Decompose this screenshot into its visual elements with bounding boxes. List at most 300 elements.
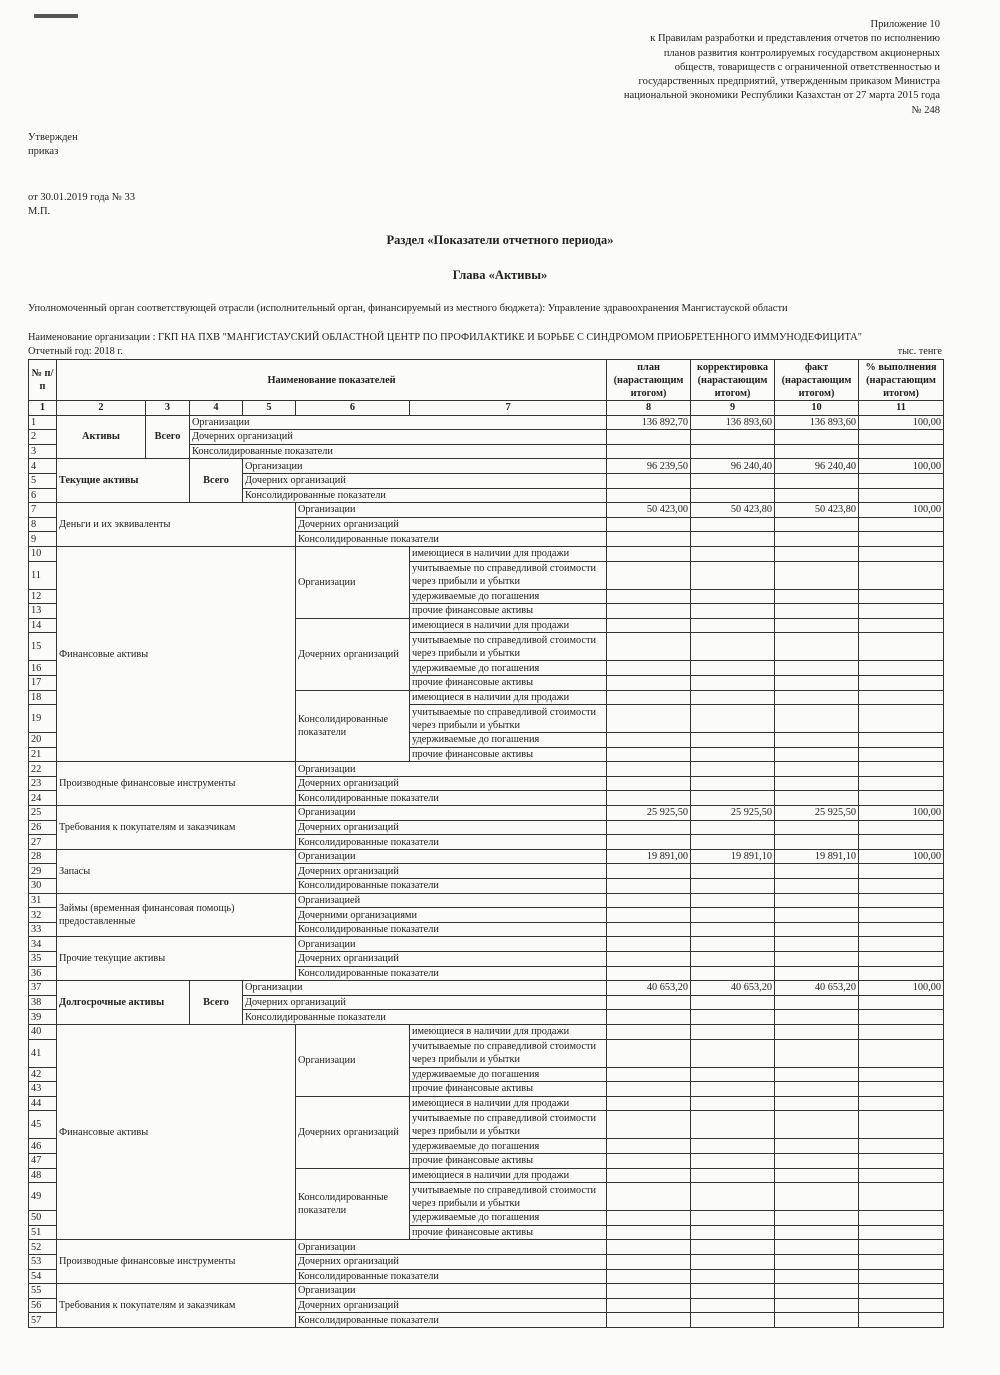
subgroup-subsidiaries: Дочерних организаций: [296, 1096, 410, 1168]
percent-cell: [859, 922, 944, 937]
correction-cell: [691, 966, 775, 981]
row-number: 28: [29, 849, 57, 864]
correction-cell: [691, 864, 775, 879]
plan-cell: [607, 1298, 691, 1313]
plan-cell: [607, 1096, 691, 1111]
percent-cell: [859, 952, 944, 967]
fact-cell: [775, 820, 859, 835]
plan-cell: [607, 546, 691, 561]
row-number: 41: [29, 1039, 57, 1067]
fact-cell: [775, 1153, 859, 1168]
indicator-label: Организации: [190, 415, 607, 430]
indicator-label: удерживаемые до погашения: [410, 1211, 607, 1226]
fact-cell: [775, 791, 859, 806]
percent-cell: [859, 1225, 944, 1240]
percent-cell: [859, 1024, 944, 1039]
percent-cell: [859, 835, 944, 850]
plan-cell: [607, 561, 691, 589]
indicator-label: Консолидированные показатели: [243, 1010, 607, 1025]
fact-cell: [775, 444, 859, 459]
header-plan: план (нарастающим итогом): [607, 360, 691, 401]
row-number: 21: [29, 747, 57, 762]
correction-cell: [691, 791, 775, 806]
fact-cell: 19 891,10: [775, 849, 859, 864]
authority-line: Уполномоченный орган соответствующей отрасли (исполнительный орган, финансируемый из местного бюджета): Управление здравоохранения Мангистауской области: [28, 303, 788, 314]
fact-cell: [775, 1039, 859, 1067]
correction-cell: [691, 995, 775, 1010]
fact-cell: [775, 546, 859, 561]
fact-cell: [775, 604, 859, 619]
correction-cell: [691, 1284, 775, 1299]
table-row: [29, 503, 944, 518]
percent-cell: [859, 1254, 944, 1269]
indicator-label: Дочерних организаций: [296, 1254, 607, 1269]
correction-cell: 40 653,20: [691, 981, 775, 996]
col-number: 4: [190, 401, 243, 416]
percent-cell: [859, 532, 944, 547]
fact-cell: [775, 864, 859, 879]
fact-cell: [775, 1024, 859, 1039]
indicator-label: учитываемые по справедливой стоимости через прибыли и убытки: [410, 1183, 607, 1211]
fact-cell: [775, 1269, 859, 1284]
correction-cell: [691, 1153, 775, 1168]
percent-cell: [859, 1010, 944, 1025]
plan-cell: [607, 618, 691, 633]
table-row: [29, 1240, 944, 1255]
order-label: приказ: [28, 146, 59, 157]
plan-cell: 19 891,00: [607, 849, 691, 864]
correction-cell: [691, 633, 775, 661]
correction-cell: [691, 820, 775, 835]
group-label-current-assets: Текущие активы: [57, 459, 190, 503]
percent-cell: [859, 488, 944, 503]
correction-cell: [691, 952, 775, 967]
organization-line: Наименование организации : ГКП НА ПХВ "МАНГИСТАУСКИЙ ОБЛАСТНОЙ ЦЕНТР ПО ПРОФИЛАКТИКЕ И БОРЬБЕ С СИНДРОМОМ ПРИОБРЕТЕННОГО ИММУНОДЕФИЦИТА": [28, 332, 862, 343]
subgroup-subsidiaries: Дочерних организаций: [296, 618, 410, 690]
fact-cell: [775, 908, 859, 923]
row-number: 46: [29, 1139, 57, 1154]
fact-cell: [775, 879, 859, 894]
correction-cell: [691, 705, 775, 733]
col-number: 2: [57, 401, 146, 416]
row-number: 32: [29, 908, 57, 923]
percent-cell: [859, 937, 944, 952]
plan-cell: [607, 733, 691, 748]
indicator-label: Дочерними организациями: [296, 908, 607, 923]
indicator-label: Дочерних организаций: [296, 820, 607, 835]
fact-cell: [775, 1211, 859, 1226]
correction-cell: 19 891,10: [691, 849, 775, 864]
correction-cell: [691, 546, 775, 561]
indicator-label: прочие финансовые активы: [410, 604, 607, 619]
indicator-label: Консолидированные показатели: [296, 879, 607, 894]
plan-cell: [607, 864, 691, 879]
total-label: Всего: [146, 415, 190, 459]
correction-cell: [691, 618, 775, 633]
indicator-label: Консолидированные показатели: [296, 1269, 607, 1284]
percent-cell: [859, 966, 944, 981]
indicator-label: имеющиеся в наличии для продажи: [410, 546, 607, 561]
row-number: 57: [29, 1313, 57, 1328]
plan-cell: [607, 1010, 691, 1025]
percent-cell: 100,00: [859, 415, 944, 430]
row-number: 8: [29, 517, 57, 532]
plan-cell: [607, 675, 691, 690]
percent-cell: [859, 661, 944, 676]
indicator-label: учитываемые по справедливой стоимости через прибыли и убытки: [410, 561, 607, 589]
plan-cell: [607, 1183, 691, 1211]
correction-cell: 50 423,80: [691, 503, 775, 518]
plan-cell: [607, 1254, 691, 1269]
indicator-label: Организации: [243, 459, 607, 474]
correction-cell: [691, 1111, 775, 1139]
row-number: 29: [29, 864, 57, 879]
fact-cell: [775, 966, 859, 981]
indicator-label: Консолидированные показатели: [296, 835, 607, 850]
row-number: 26: [29, 820, 57, 835]
row-number: 33: [29, 922, 57, 937]
plan-cell: [607, 1111, 691, 1139]
correction-cell: [691, 675, 775, 690]
indicator-label: Организации: [243, 981, 607, 996]
fact-cell: [775, 1168, 859, 1183]
subgroup-organizations: Организации: [296, 546, 410, 618]
fact-cell: [775, 705, 859, 733]
percent-cell: [859, 473, 944, 488]
header-correction: корректировка (нарастающим итогом): [691, 360, 775, 401]
plan-cell: [607, 820, 691, 835]
indicator-label: учитываемые по справедливой стоимости через прибыли и убытки: [410, 705, 607, 733]
plan-cell: [607, 835, 691, 850]
subgroup-organizations: Организации: [296, 1024, 410, 1096]
fact-cell: [775, 1313, 859, 1328]
indicator-label: учитываемые по справедливой стоимости через прибыли и убытки: [410, 1039, 607, 1067]
row-number: 17: [29, 675, 57, 690]
row-number: 15: [29, 633, 57, 661]
plan-cell: 136 892,70: [607, 415, 691, 430]
indicator-label: прочие финансовые активы: [410, 747, 607, 762]
plan-cell: 40 653,20: [607, 981, 691, 996]
indicator-label: удерживаемые до погашения: [410, 1067, 607, 1082]
plan-cell: [607, 776, 691, 791]
table-row: [29, 893, 944, 908]
indicator-label: Дочерних организаций: [296, 517, 607, 532]
col-number: 5: [243, 401, 296, 416]
percent-cell: [859, 1313, 944, 1328]
fact-cell: [775, 1298, 859, 1313]
percent-cell: 100,00: [859, 981, 944, 996]
group-label-financial-assets: Финансовые активы: [57, 546, 296, 761]
percent-cell: [859, 1240, 944, 1255]
indicator-label: Дочерних организаций: [296, 952, 607, 967]
fact-cell: [775, 618, 859, 633]
plan-cell: [607, 879, 691, 894]
row-number: 20: [29, 733, 57, 748]
plan-cell: [607, 661, 691, 676]
indicator-label: имеющиеся в наличии для продажи: [410, 1096, 607, 1111]
correction-cell: [691, 473, 775, 488]
row-number: 53: [29, 1254, 57, 1269]
percent-cell: [859, 1168, 944, 1183]
percent-cell: [859, 747, 944, 762]
correction-cell: [691, 1067, 775, 1082]
fact-cell: [775, 473, 859, 488]
correction-cell: [691, 1183, 775, 1211]
percent-cell: [859, 762, 944, 777]
plan-cell: [607, 473, 691, 488]
row-number: 9: [29, 532, 57, 547]
header-row: [29, 360, 944, 401]
group-label-loans: Займы (временная финансовая помощь) предоставленные: [57, 893, 296, 937]
plan-cell: [607, 604, 691, 619]
indicator-label: Дочерних организаций: [243, 473, 607, 488]
col-number: 1: [29, 401, 57, 416]
percent-cell: [859, 776, 944, 791]
plan-cell: [607, 1139, 691, 1154]
correction-cell: [691, 1082, 775, 1097]
row-number: 4: [29, 459, 57, 474]
plan-cell: [607, 1024, 691, 1039]
plan-cell: [607, 488, 691, 503]
indicator-label: Консолидированные показатели: [296, 532, 607, 547]
correction-cell: [691, 908, 775, 923]
table-row: [29, 546, 944, 561]
subgroup-consolidated: Консолидированные показатели: [296, 690, 410, 762]
row-number: 48: [29, 1168, 57, 1183]
col-number: 10: [775, 401, 859, 416]
col-number: 7: [410, 401, 607, 416]
plan-cell: [607, 633, 691, 661]
percent-cell: [859, 908, 944, 923]
indicator-label: имеющиеся в наличии для продажи: [410, 690, 607, 705]
total-label: Всего: [190, 981, 243, 1025]
fact-cell: [775, 762, 859, 777]
col-number: 6: [296, 401, 410, 416]
group-label-assets: Активы: [57, 415, 146, 459]
percent-cell: [859, 995, 944, 1010]
header-name: Наименование показателей: [57, 360, 607, 401]
plan-cell: 50 423,00: [607, 503, 691, 518]
plan-cell: [607, 1313, 691, 1328]
correction-cell: [691, 893, 775, 908]
fact-cell: [775, 675, 859, 690]
chapter-title: Глава «Активы»: [452, 268, 548, 282]
appendix-line: Приложение 10: [870, 19, 940, 30]
row-number: 22: [29, 762, 57, 777]
fact-cell: [775, 1067, 859, 1082]
col-number: 8: [607, 401, 691, 416]
approved-label: Утвержден: [28, 132, 78, 143]
plan-cell: [607, 532, 691, 547]
row-number: 34: [29, 937, 57, 952]
correction-cell: [691, 747, 775, 762]
table-row: [29, 459, 944, 474]
fact-cell: [775, 835, 859, 850]
col-number: 9: [691, 401, 775, 416]
percent-cell: [859, 604, 944, 619]
percent-cell: [859, 444, 944, 459]
fact-cell: 96 240,40: [775, 459, 859, 474]
indicator-label: Дочерних организаций: [243, 995, 607, 1010]
row-number: 51: [29, 1225, 57, 1240]
plan-cell: [607, 690, 691, 705]
percent-cell: 100,00: [859, 849, 944, 864]
group-label-financial-assets: Финансовые активы: [57, 1024, 296, 1239]
indicator-label: прочие финансовые активы: [410, 675, 607, 690]
correction-cell: [691, 661, 775, 676]
plan-cell: [607, 1269, 691, 1284]
correction-cell: [691, 1298, 775, 1313]
fact-cell: [775, 747, 859, 762]
percent-cell: [859, 1269, 944, 1284]
indicator-label: имеющиеся в наличии для продажи: [410, 618, 607, 633]
approval-block: [28, 131, 135, 219]
correction-cell: 25 925,50: [691, 806, 775, 821]
row-number: 55: [29, 1284, 57, 1299]
row-number: 27: [29, 835, 57, 850]
correction-cell: [691, 1139, 775, 1154]
indicator-label: удерживаемые до погашения: [410, 589, 607, 604]
row-number: 14: [29, 618, 57, 633]
row-number: 18: [29, 690, 57, 705]
appendix-note: [520, 18, 940, 118]
correction-cell: [691, 733, 775, 748]
correction-cell: [691, 532, 775, 547]
plan-cell: [607, 922, 691, 937]
indicator-label: Консолидированные показатели: [243, 488, 607, 503]
percent-cell: 100,00: [859, 806, 944, 821]
row-number: 44: [29, 1096, 57, 1111]
indicator-label: Организации: [296, 503, 607, 518]
row-number: 35: [29, 952, 57, 967]
correction-cell: [691, 1010, 775, 1025]
plan-cell: [607, 966, 691, 981]
order-date: от 30.01.2019 года № 33: [28, 192, 135, 203]
plan-cell: [607, 1153, 691, 1168]
assets-table: [28, 359, 944, 1328]
percent-cell: 100,00: [859, 459, 944, 474]
group-label-long-term-assets: Долгосрочные активы: [57, 981, 190, 1025]
row-number: 3: [29, 444, 57, 459]
correction-cell: [691, 1096, 775, 1111]
indicator-label: Организации: [296, 849, 607, 864]
fact-cell: [775, 1096, 859, 1111]
indicator-label: Организации: [296, 806, 607, 821]
fact-cell: [775, 690, 859, 705]
group-label-receivables: Требования к покупателям и заказчикам: [57, 806, 296, 850]
percent-cell: [859, 561, 944, 589]
row-number: 1: [29, 415, 57, 430]
plan-cell: [607, 937, 691, 952]
fact-cell: [775, 1139, 859, 1154]
row-number: 23: [29, 776, 57, 791]
fact-cell: 50 423,80: [775, 503, 859, 518]
fact-cell: [775, 561, 859, 589]
indicator-label: прочие финансовые активы: [410, 1082, 607, 1097]
correction-cell: [691, 561, 775, 589]
table-row: [29, 1284, 944, 1299]
percent-cell: [859, 791, 944, 806]
fact-cell: [775, 1225, 859, 1240]
percent-cell: [859, 733, 944, 748]
row-number: 47: [29, 1153, 57, 1168]
plan-cell: [607, 430, 691, 445]
header-fact: факт (нарастающим итогом): [775, 360, 859, 401]
correction-cell: [691, 762, 775, 777]
plan-cell: [607, 1211, 691, 1226]
percent-cell: [859, 517, 944, 532]
correction-cell: [691, 835, 775, 850]
row-number: 5: [29, 473, 57, 488]
col-number: 3: [146, 401, 190, 416]
fact-cell: [775, 633, 859, 661]
group-label-inventory: Запасы: [57, 849, 296, 893]
units-label: тыс. тенге: [897, 346, 942, 357]
table-row: [29, 415, 944, 430]
report-year: Отчетный год: 2018 г.: [28, 346, 123, 357]
fact-cell: [775, 517, 859, 532]
row-number: 40: [29, 1024, 57, 1039]
correction-cell: [691, 1254, 775, 1269]
row-number: 43: [29, 1082, 57, 1097]
indicator-label: Консолидированные показатели: [190, 444, 607, 459]
percent-cell: [859, 1096, 944, 1111]
subgroup-consolidated: Консолидированные показатели: [296, 1168, 410, 1240]
correction-cell: [691, 879, 775, 894]
total-label: Всего: [190, 459, 243, 503]
correction-cell: [691, 604, 775, 619]
table-row: [29, 806, 944, 821]
indicator-label: Организации: [296, 1240, 607, 1255]
percent-cell: [859, 1153, 944, 1168]
percent-cell: 100,00: [859, 503, 944, 518]
row-number: 42: [29, 1067, 57, 1082]
plan-cell: [607, 517, 691, 532]
indicator-label: Дочерних организаций: [296, 776, 607, 791]
plan-cell: [607, 705, 691, 733]
row-number: 54: [29, 1269, 57, 1284]
fact-cell: [775, 1240, 859, 1255]
plan-cell: [607, 1082, 691, 1097]
fact-cell: 25 925,50: [775, 806, 859, 821]
row-number: 31: [29, 893, 57, 908]
correction-cell: [691, 1225, 775, 1240]
indicator-label: Консолидированные показатели: [296, 966, 607, 981]
indicator-label: Организации: [296, 762, 607, 777]
row-number: 30: [29, 879, 57, 894]
correction-cell: [691, 1024, 775, 1039]
plan-cell: [607, 952, 691, 967]
indicator-label: Дочерних организаций: [296, 1298, 607, 1313]
plan-cell: [607, 762, 691, 777]
percent-cell: [859, 1284, 944, 1299]
row-number: 36: [29, 966, 57, 981]
fact-cell: [775, 1010, 859, 1025]
plan-cell: [607, 1284, 691, 1299]
seal-label: М.П.: [28, 206, 51, 217]
table-row: [29, 1024, 944, 1039]
indicator-label: Организации: [296, 937, 607, 952]
percent-cell: [859, 430, 944, 445]
row-number: 2: [29, 430, 57, 445]
group-label-receivables: Требования к покупателям и заказчикам: [57, 1284, 296, 1328]
percent-cell: [859, 690, 944, 705]
correction-cell: [691, 444, 775, 459]
row-number: 39: [29, 1010, 57, 1025]
indicator-label: Дочерних организаций: [190, 430, 607, 445]
col-number: 11: [859, 401, 944, 416]
fact-cell: [775, 661, 859, 676]
